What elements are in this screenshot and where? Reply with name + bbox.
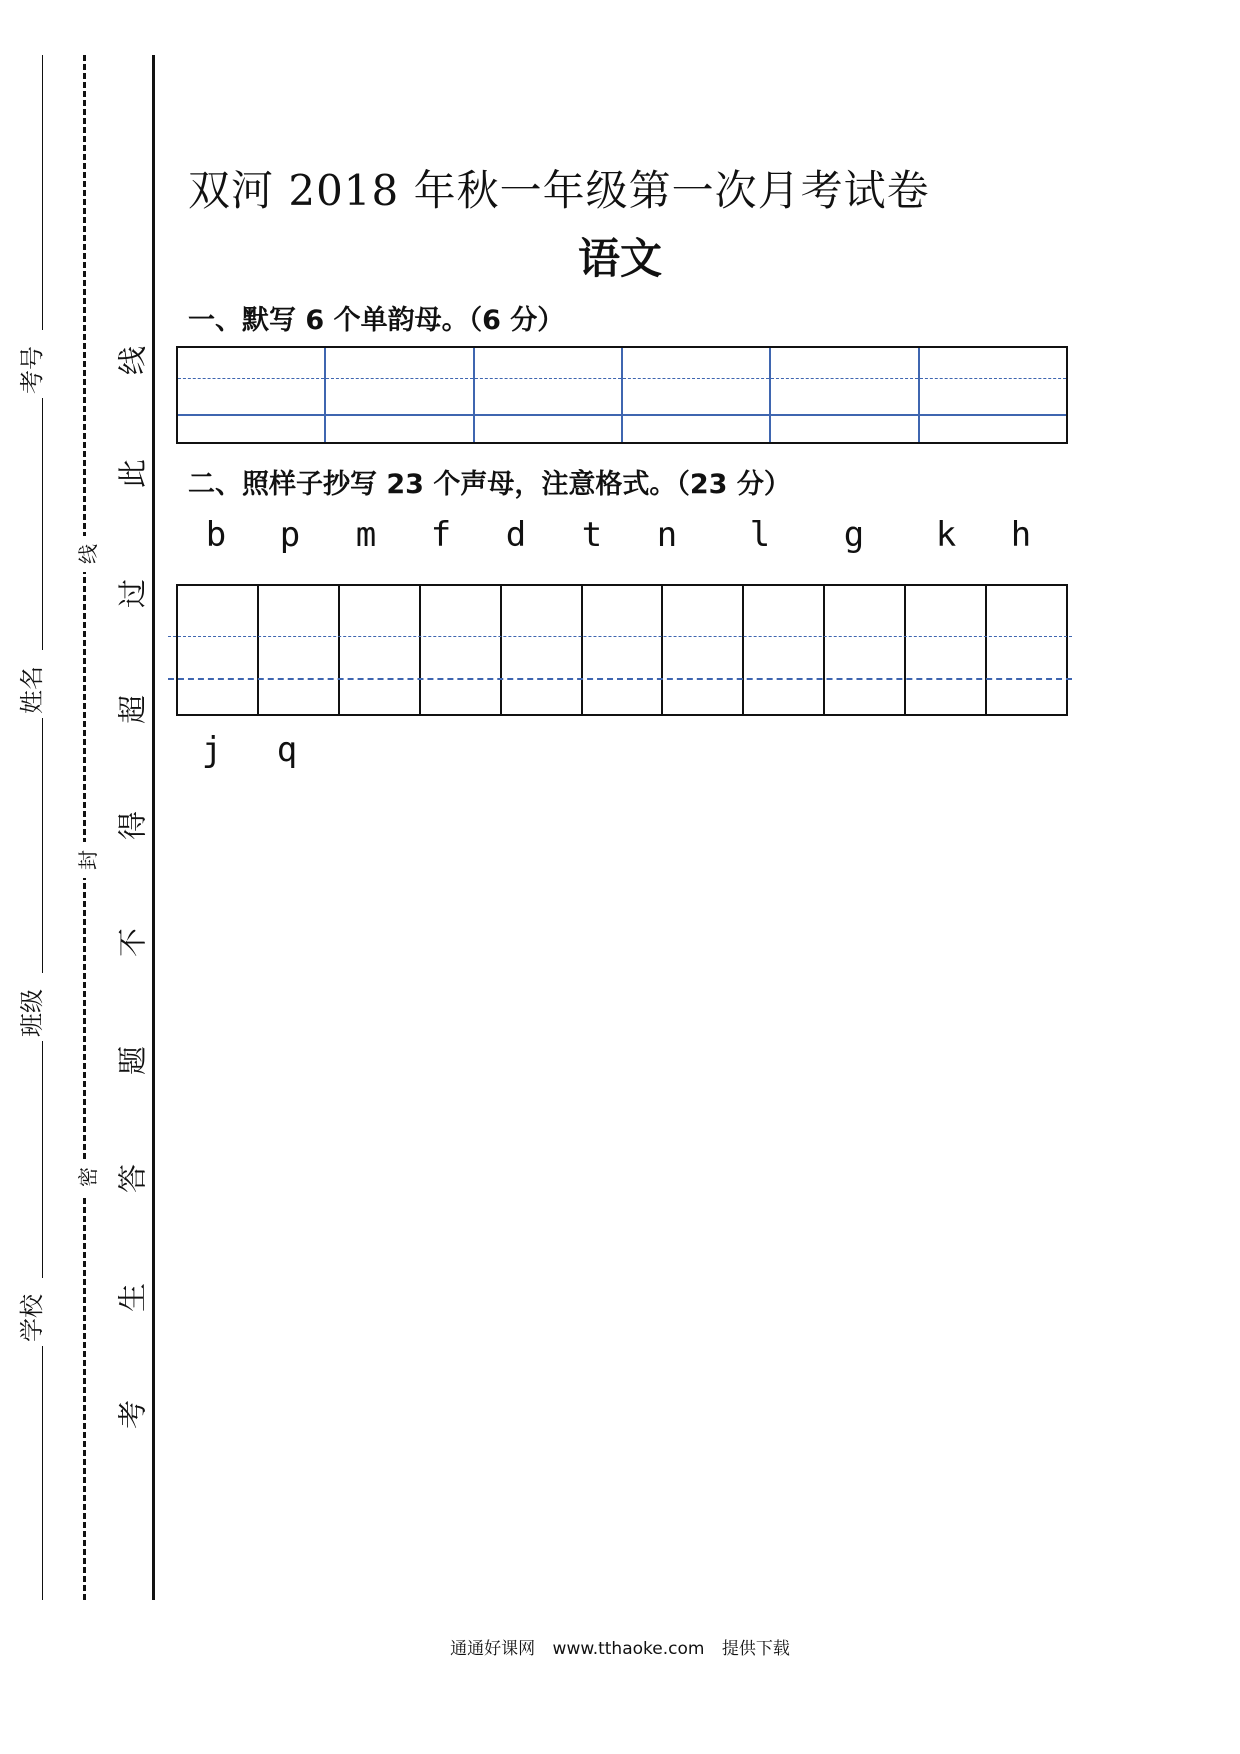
- writing-cell[interactable]: [178, 348, 326, 442]
- warning-char: 题: [115, 1046, 150, 1076]
- writing-cell[interactable]: [178, 586, 259, 714]
- sample-letter: p: [279, 515, 301, 555]
- writing-grid-q2: [176, 584, 1068, 716]
- field-label-class: 班级: [20, 973, 44, 1041]
- writing-cell[interactable]: [583, 586, 664, 714]
- warning-char: 此: [115, 459, 150, 489]
- sample-letter: f: [430, 515, 452, 555]
- subject-title: 语文: [577, 234, 662, 283]
- sample-letter: n: [656, 515, 678, 555]
- footer-site-name: 通通好课网: [450, 1639, 536, 1659]
- writing-cell[interactable]: [502, 586, 583, 714]
- sample-letter: m: [355, 515, 377, 555]
- seal-char-secret: 密: [78, 1159, 98, 1195]
- warning-char: 得: [115, 811, 150, 841]
- sample-letter: k: [935, 515, 957, 555]
- footer-url[interactable]: www.tthaoke.com: [552, 1639, 705, 1659]
- field-label-exam-number: 考号: [20, 330, 44, 398]
- sample-letter: b: [205, 515, 227, 555]
- question-2-title: 二、照样子抄写 23 个声母，注意格式。（23 分）: [188, 469, 791, 500]
- sample-letter: g: [843, 515, 865, 555]
- seal-char-seal: 封: [78, 842, 98, 878]
- writing-cell[interactable]: [663, 586, 744, 714]
- warning-char: 不: [115, 928, 150, 958]
- sample-letter: j: [201, 730, 223, 770]
- extra-letters-row: [176, 730, 376, 774]
- warning-char: 超: [115, 695, 150, 725]
- writing-cell[interactable]: [744, 586, 825, 714]
- writing-cell[interactable]: [825, 586, 906, 714]
- warning-char: 过: [115, 579, 150, 609]
- warning-char: 答: [115, 1164, 150, 1194]
- question-1-title: 一、默写 6 个单韵母。（6 分）: [188, 305, 565, 336]
- warning-char: 生: [115, 1283, 150, 1313]
- sample-letter: l: [749, 515, 771, 555]
- writing-cell[interactable]: [623, 348, 771, 442]
- sample-letter: t: [581, 515, 603, 555]
- field-label-school: 学校: [20, 1278, 44, 1346]
- writing-cell[interactable]: [326, 348, 474, 442]
- grid-guide-line-upper: [168, 636, 1072, 637]
- writing-cell[interactable]: [340, 586, 421, 714]
- sample-letter: d: [505, 515, 527, 555]
- grid-guide-line-lower: [168, 678, 1072, 680]
- warning-char: 考: [115, 1400, 150, 1430]
- field-label-name: 姓名: [20, 650, 44, 718]
- exam-title: 双河 2018 年秋一年级第一次月考试卷: [188, 166, 930, 215]
- binding-line-outer: [42, 55, 43, 1600]
- sample-letter: q: [276, 730, 298, 770]
- writing-cell[interactable]: [771, 348, 919, 442]
- sample-letter: h: [1010, 515, 1032, 555]
- writing-cell[interactable]: [906, 586, 987, 714]
- writing-cell[interactable]: [259, 586, 340, 714]
- seal-char-line: 线: [78, 536, 98, 572]
- writing-cell[interactable]: [475, 348, 623, 442]
- footer: [0, 1634, 1240, 1659]
- sample-letters-row: [176, 515, 1068, 559]
- warning-char: 线: [115, 346, 150, 376]
- writing-cell[interactable]: [421, 586, 502, 714]
- writing-cell[interactable]: [920, 348, 1066, 442]
- writing-grid-q1: [176, 346, 1068, 444]
- writing-cell[interactable]: [987, 586, 1066, 714]
- footer-suffix: 提供下载: [721, 1639, 790, 1659]
- binding-line-dashed: [83, 55, 86, 1600]
- binding-line-inner: [152, 55, 155, 1600]
